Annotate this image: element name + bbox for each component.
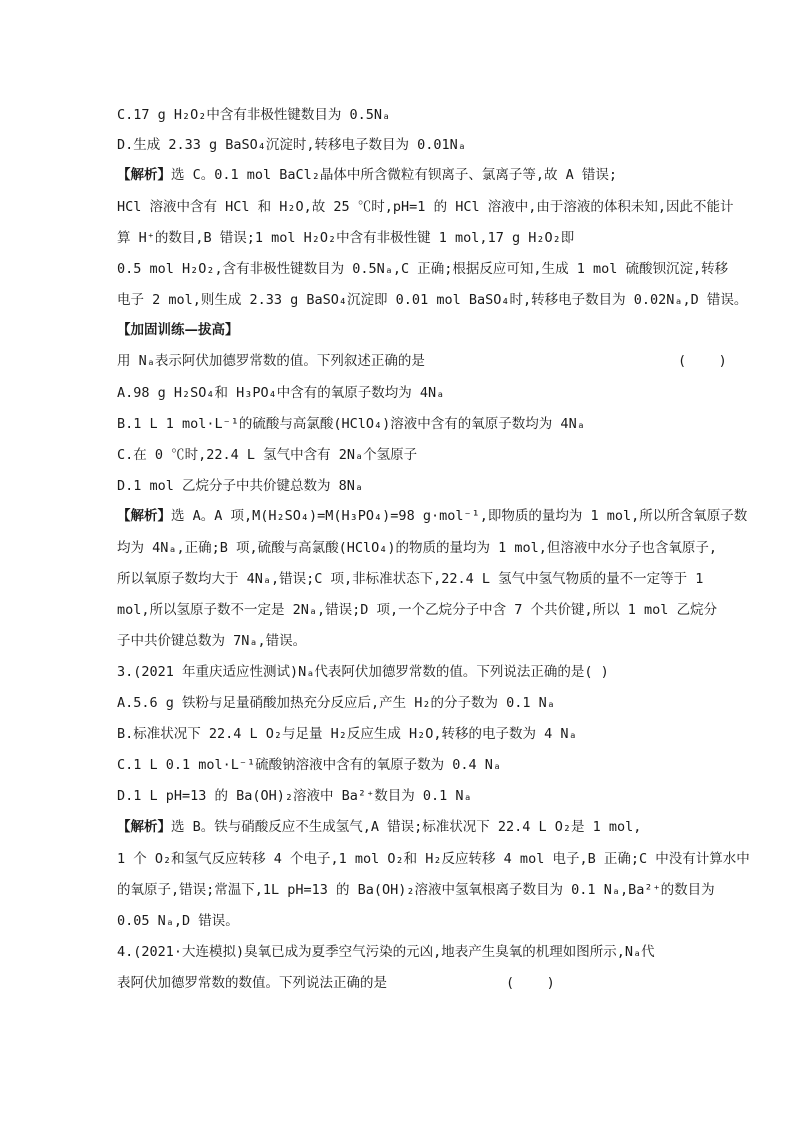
question-stem: 4.(2021·大连模拟)臭氧已成为夏季空气污染的元凶,地表产生臭氧的机理如图所示,Nₐ代: [117, 944, 655, 960]
analysis-line: 的氧原子,错误;常温下,1L pH=13 的 Ba(OH)₂溶液中氢氧根离子数目为 0.1 Nₐ,Ba²⁺的数目为: [117, 882, 715, 898]
analysis-line: 均为 4Nₐ,正确;B 项,硫酸与高氯酸(HClO₄)的物质的量均为 1 mol,但溶液中水分子也含氧原子,: [117, 540, 718, 556]
analysis-line: 子中共价键总数为 7Nₐ,错误。: [117, 633, 307, 649]
analysis-text: 选 A。A 项,M(H₂SO₄)=M(H₃PO₄)=98 g·mol⁻¹,即物质的量均为 1 mol,所以所含氧原子数: [171, 508, 748, 524]
analysis-line: [117, 506, 748, 526]
analysis-line: 0.5 mol H₂O₂,含有非极性键数目为 0.5Nₐ,C 正确;根据反应可知,生成 1 mol 硫酸钡沉淀,转移: [117, 261, 729, 277]
option-c-line: C.17 g H₂O₂中含有非极性键数目为 0.5Nₐ: [117, 107, 391, 123]
analysis-line: 1 个 O₂和氢气反应转移 4 个电子,1 mol O₂和 H₂反应转移 4 mol 电子,B 正确;C 中没有计算水中: [117, 851, 750, 867]
analysis-text: 选 C。0.1 mol BaCl₂晶体中所含微粒有钡离子、氯离子等,故 A 错误;: [171, 167, 618, 183]
option-d-line: D.1 mol 乙烷分子中共价键总数为 8Nₐ: [117, 478, 364, 494]
analysis-line: HCl 溶液中含有 HCl 和 H₂O,故 25 ℃时,pH=1 的 HCl 溶液中,由于溶液的体积未知,因此不能计: [117, 199, 734, 215]
option-b-line: B.1 L 1 mol·L⁻¹的硫酸与高氯酸(HClO₄)溶液中含有的氧原子数均为 4Nₐ: [117, 416, 585, 432]
question-stem: 用 Nₐ表示阿伏加德罗常数的值。下列叙述正确的是: [117, 353, 425, 369]
option-c-line: C.在 0 ℃时,22.4 L 氢气中含有 2Nₐ个氢原子: [117, 447, 418, 463]
analysis-line: mol,所以氢原子数不一定是 2Nₐ,错误;D 项,一个乙烷分子中含 7 个共价键,所以 1 mol 乙烷分: [117, 602, 718, 618]
question-stem: 表阿伏加德罗常数的数值。下列说法正确的是: [117, 975, 387, 991]
option-d-line: D.生成 2.33 g BaSO₄沉淀时,转移电子数目为 0.01Nₐ: [117, 137, 466, 153]
answer-bracket: ( ): [678, 353, 727, 369]
analysis-text: 选 B。铁与硝酸反应不生成氢气,A 错误;标准状况下 22.4 L O₂是 1 mol,: [171, 819, 642, 835]
analysis-tag: 【解析】: [117, 508, 171, 524]
analysis-line: 算 H⁺的数目,B 错误;1 mol H₂O₂中含有非极性键 1 mol,17 g H₂O₂即: [117, 230, 575, 246]
analysis-tag: 【解析】: [117, 167, 171, 183]
analysis-line: 所以氧原子数均大于 4Nₐ,错误;C 项,非标准状态下,22.4 L 氢气中氢气物质的量不一定等于 1: [117, 571, 704, 587]
option-c-line: C.1 L 0.1 mol·L⁻¹硫酸钠溶液中含有的氧原子数为 0.4 Nₐ: [117, 757, 502, 773]
analysis-tag: 【解析】: [117, 819, 171, 835]
answer-bracket: ( ): [506, 975, 555, 991]
analysis-line: 0.05 Nₐ,D 错误。: [117, 913, 239, 929]
analysis-line: [117, 817, 717, 837]
option-b-line: B.标准状况下 22.4 L O₂与足量 H₂反应生成 H₂O,转移的电子数为 4 Nₐ: [117, 726, 577, 742]
question-stem: 3.(2021 年重庆适应性测试)Nₐ代表阿伏加德罗常数的值。下列说法正确的是( ): [117, 664, 609, 680]
option-a-line: A.5.6 g 铁粉与足量硝酸加热充分反应后,产生 H₂的分子数为 0.1 Nₐ: [117, 695, 555, 711]
option-d-line: D.1 L pH=13 的 Ba(OH)₂溶液中 Ba²⁺数目为 0.1 Nₐ: [117, 788, 472, 804]
section-heading: 【加固训练—拔高】: [117, 322, 239, 338]
analysis-line: [117, 165, 717, 185]
option-a-line: A.98 g H₂SO₄和 H₃PO₄中含有的氧原子数均为 4Nₐ: [117, 385, 445, 401]
analysis-line: 电子 2 mol,则生成 2.33 g BaSO₄沉淀即 0.01 mol BaSO₄时,转移电子数目为 0.02Nₐ,D 错误。: [117, 292, 748, 308]
